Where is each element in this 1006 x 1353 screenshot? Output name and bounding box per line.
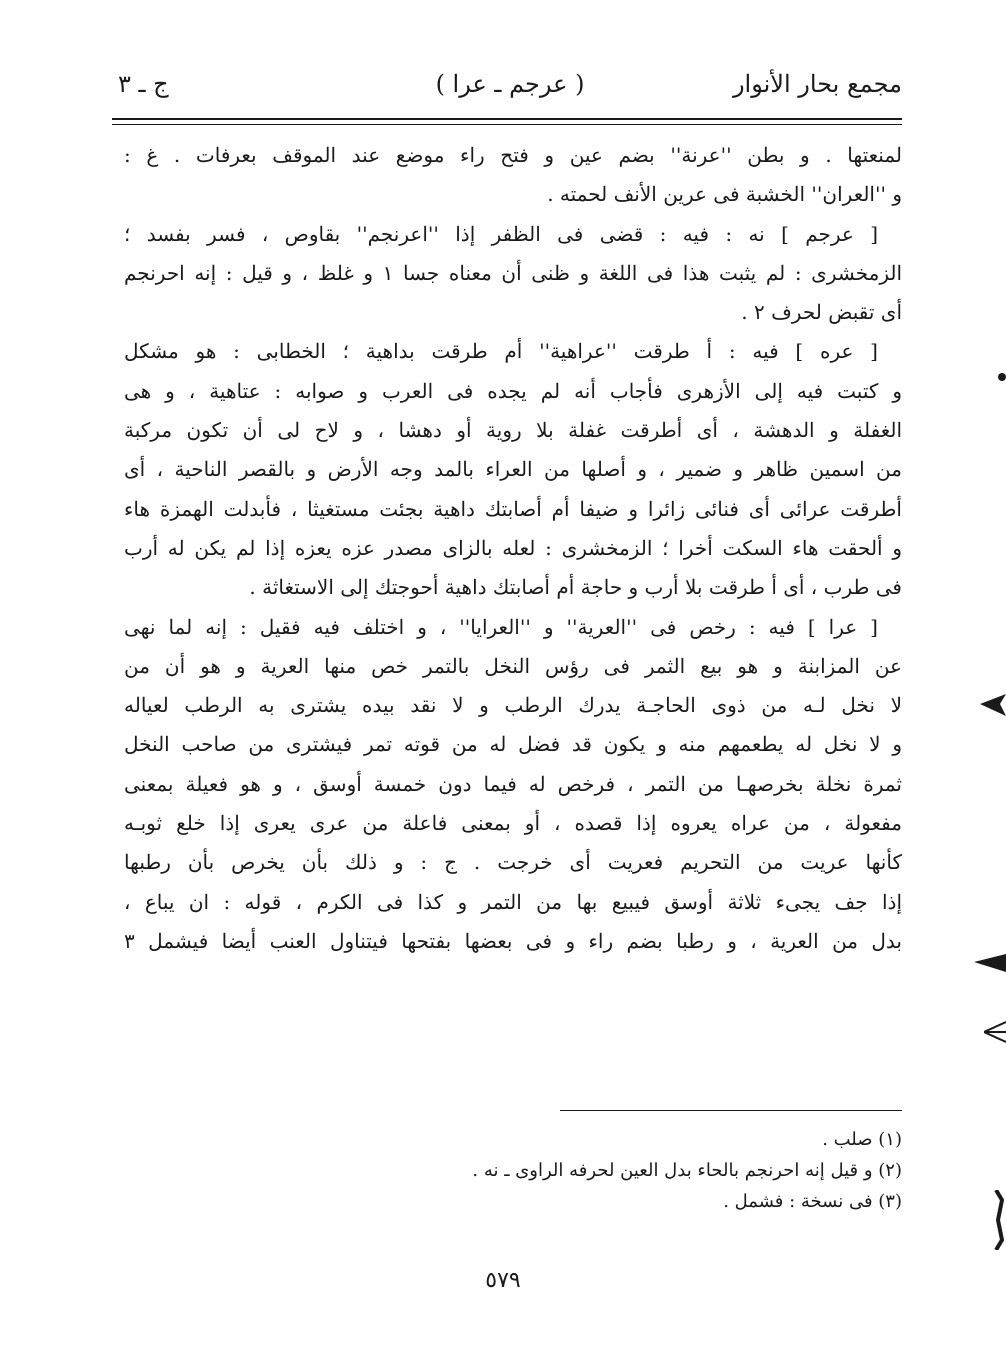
scan-mark-icon — [984, 1020, 1006, 1046]
text-line: و كتبت فيه إلى الأزهرى فأجاب أنه لم يجده فى العرب و صوابه : عتاهية ، و هى — [124, 378, 902, 403]
entry-start-line: [ عره ] فيه : أ طرقت ''عراهية'' أم طرقت بداهية ؛ الخطابى : هو مشكل — [124, 339, 878, 364]
text-line: فى طرب ، أى أ طرقت بلا أرب و حاجة أم أصابتك داهية أحوجتك إلى الاستغاثة . — [249, 575, 902, 600]
text-line: ثمرة نخلة بخرصهـا من التمر ، فرخص له فيما دون خمسة أوسق ، و هو فعيلة بمعنى — [124, 771, 902, 796]
text-line: عن المزابنة و هو بيع الثمر فى رؤس النخل بالتمر خص منها العرية و هو أن من — [124, 653, 902, 678]
main-text — [124, 136, 902, 961]
footnote: (٢) و قيل إنه احرنجم بالحاء بدل العين لحرفه الراوى ـ نه . — [472, 1160, 902, 1181]
scan-mark-icon — [996, 370, 1006, 384]
text-line: و ''العران'' الخشبة فى عرين الأنف لحمته . — [547, 182, 902, 207]
text-line: كأنها عريت من التحريم فعريت أى خرجت . ج : و ذلك بأن يخرص بأن رطبها — [124, 850, 902, 875]
footnote-separator — [560, 1110, 902, 1111]
text-line: و لا نخل له يطعمهم منه و يكون قد فضل له من قوته تمر فيشترى من صاحب النخل — [124, 732, 902, 757]
footnotes — [124, 1124, 902, 1217]
entry-start-line: [ عرا ] فيه : رخص فى ''العرية'' و ''العرايا'' ، و اختلف فيه فقيل : إنه لما نهى — [124, 614, 878, 639]
scan-mark-icon — [974, 952, 1006, 974]
text-line: الغفلة و الدهشة ، أى أطرقت غفلة بلا روية أو دهشا ، و لاح لى أن تكون مركبة — [124, 418, 902, 443]
text-line: مفعولة ، من عراه يعروه إذا قصده ، أو بمعنى فاعلة من عرى يعرى إذا خلع ثوبـه — [124, 811, 902, 836]
section-heading: ( عرجم ـ عرا ) — [435, 70, 585, 98]
text-line: أى تقبض لحرف ٢ . — [741, 300, 902, 325]
entry-start-line: [ عرجم ] نه : فيه : قضى فى الظفر إذا ''اعرنجم'' بقاوص ، فسر بفسد ؛ — [124, 221, 878, 246]
scan-mark-icon — [980, 690, 1006, 720]
volume-label: ج ـ ٣ — [118, 70, 169, 98]
header-rule-thick — [112, 118, 902, 120]
header-rule-thin — [112, 124, 902, 125]
text-line: من اسمين ظاهر و ضمير ، و أصلها من العراء بالمد وجه الأرض و بالقصر الناحية ، أى — [124, 457, 902, 482]
footnote: (٣) فى نسخة : فشمل . — [723, 1191, 902, 1212]
text-line: لا نخل لـه من ذوى الحاجـة يدرك الرطب و لا نقد بيده يشترى به الرطب لعياله — [124, 693, 902, 718]
book-title: مجمع بحار الأنوار — [732, 70, 902, 98]
running-header — [118, 70, 902, 110]
text-line: إذا جف يجىء ثلاثة أوسق فيبيع بها من التمر و كذا فى الكرم ، قوله : ان يباع ، — [124, 889, 902, 914]
text-line: بدل من العرية ، و رطبا بضم راء و فى بعضها بفتحها فيتناول العنب أيضا فيشمل ٣ — [124, 928, 902, 953]
text-line: أطرقت عرائى أى فنائى زائرا و ضيفا أم أصابتك داهية بجئت مستغيثا ، فأبدلت الهمزة هاء — [124, 496, 902, 521]
text-line: لمنعتها . و بطن ''عرنة'' بضم عين و فتح راء موضع عند الموقف بعرفات . غ : — [124, 143, 902, 167]
text-line: الزمخشرى : لم يثبت هذا فى اللغة و ظنى أن معناه جسا ١ و غلظ ، و قيل : إنه احرنجم — [124, 260, 902, 285]
scan-mark-icon — [992, 1190, 1006, 1250]
footnote: (١) صلب . — [822, 1129, 902, 1150]
page-number: ٥٧٩ — [485, 1268, 521, 1293]
text-line: و ألحقت هاء السكت أخرا ؛ الزمخشرى : لعله بالزاى مصدر عزه يعزه إذا لم يكن له أرب — [124, 535, 902, 560]
